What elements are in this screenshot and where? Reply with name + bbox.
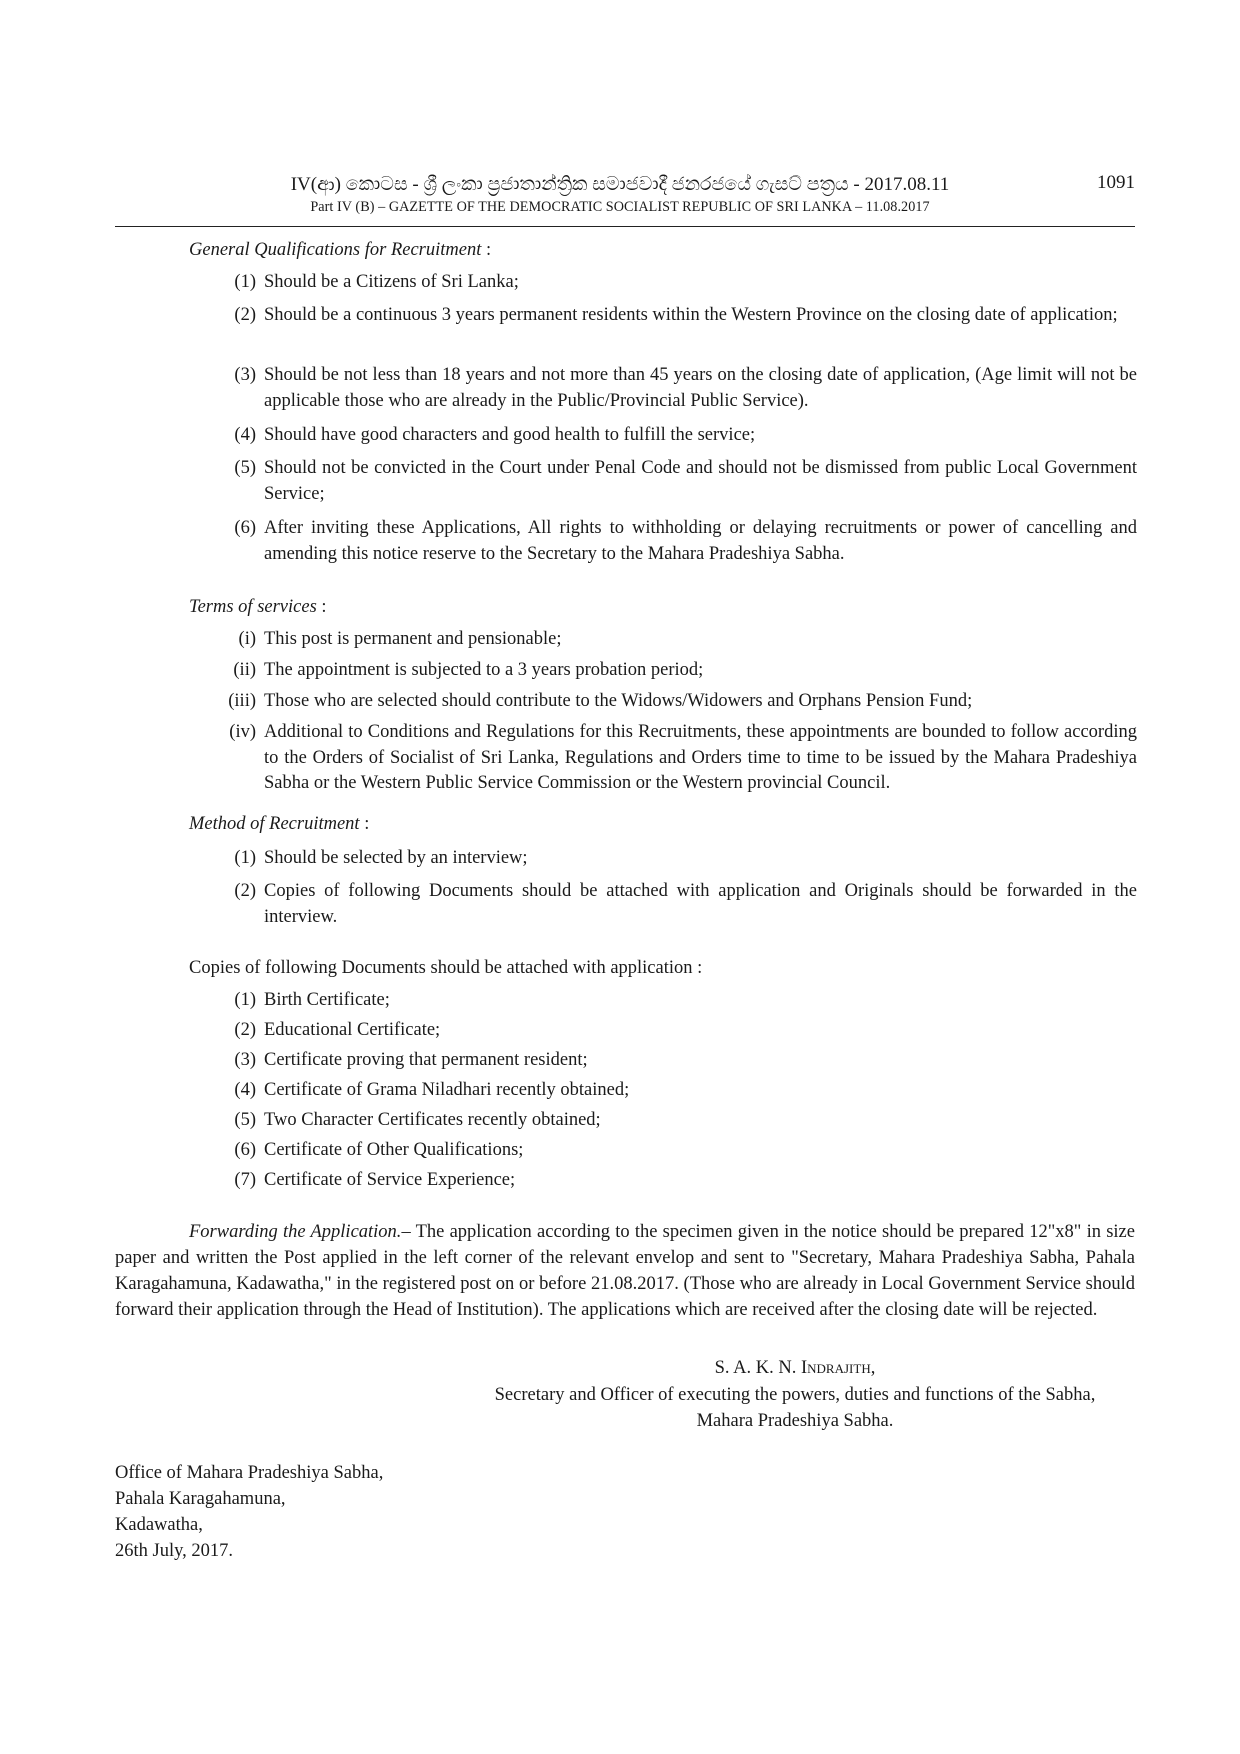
heading-text: General Qualifications for Recruitment bbox=[189, 240, 482, 260]
item-text: Two Character Certificates recently obtained; bbox=[264, 1110, 601, 1130]
list-item bbox=[214, 1168, 1137, 1194]
forwarding-lead: Forwarding the Application. bbox=[189, 1222, 402, 1242]
item-text: Certificate of Service Experience; bbox=[264, 1170, 516, 1190]
item-number: (5) bbox=[234, 1110, 256, 1130]
item-number: (6) bbox=[234, 1140, 256, 1160]
address-line: Office of Mahara Pradeshiya Sabha, bbox=[115, 1463, 384, 1483]
item-number: (2) bbox=[234, 1020, 256, 1040]
forwarding-text: – The application according to the specimen given in the notice should be prepared 12"x8" in size paper and written the Post applied in the left corner of the relevant envelop and sent to "Secretary, Mahara Pradeshiya Sabha, Pahala Karagahamuna, Kadawatha," in the registered post on or before 21.08.2017. (Those who are already in Local Government Service should forward their application through the Head of Institution). The applications which are received after the closing date will be rejected. bbox=[115, 1222, 1135, 1320]
office-address bbox=[115, 1460, 383, 1564]
item-text: Certificate proving that permanent resident; bbox=[264, 1050, 588, 1070]
general-qualifications-heading bbox=[189, 240, 491, 261]
terms-of-services-heading bbox=[189, 597, 327, 618]
item-number: (1) bbox=[234, 848, 256, 868]
heading-text: Terms of services bbox=[189, 597, 317, 617]
signatory-initials: S. A. K. N. bbox=[714, 1358, 801, 1378]
list-item bbox=[214, 879, 1137, 930]
item-text: Additional to Conditions and Regulations for this Recruitments, these appointments are bounded to follow according to the Orders of Socialist of Sri Lanka, Regulations and Orders time to time to be issued by the Mahara Pradeshiya Sabha or the Western Public Service Commission or the Western provincial Council. bbox=[264, 722, 1137, 793]
signatory-title: Secretary and Officer of executing the powers, duties and functions of the Sabha, bbox=[494, 1385, 1096, 1405]
item-number: (1) bbox=[234, 990, 256, 1010]
item-text: Certificate of Grama Niladhari recently obtained; bbox=[264, 1080, 630, 1100]
item-number: (4) bbox=[234, 425, 256, 445]
heading-colon: : bbox=[481, 240, 492, 260]
item-number: (4) bbox=[234, 1080, 256, 1100]
item-text: Those who are selected should contribute to the Widows/Widowers and Orphans Pension Fund; bbox=[264, 691, 973, 711]
list-item bbox=[214, 1108, 1137, 1134]
list-item bbox=[214, 303, 1137, 329]
heading-colon: : bbox=[316, 597, 327, 617]
documents-heading: Copies of following Documents should be attached with application : bbox=[189, 958, 703, 978]
list-item bbox=[214, 363, 1137, 414]
item-text: Should be a continuous 3 years permanent residents within the Western Province on the closing date of application; bbox=[264, 305, 1118, 325]
item-number: (iii) bbox=[228, 691, 256, 711]
signatory-office: Mahara Pradeshiya Sabha. bbox=[696, 1411, 894, 1431]
list-item bbox=[214, 270, 1137, 296]
list-item bbox=[214, 1018, 1137, 1044]
item-text: Should be a Citizens of Sri Lanka; bbox=[264, 272, 519, 292]
item-text: The appointment is subjected to a 3 years probation period; bbox=[264, 660, 704, 680]
item-number: (3) bbox=[234, 1050, 256, 1070]
item-number: (7) bbox=[234, 1170, 256, 1190]
item-number: (1) bbox=[234, 272, 256, 292]
item-number: (5) bbox=[234, 458, 256, 478]
address-line: Pahala Karagahamuna, bbox=[115, 1489, 286, 1509]
item-text: Birth Certificate; bbox=[264, 990, 390, 1010]
signatory-surname: Indrajith, bbox=[801, 1358, 876, 1378]
page-number: 1091 bbox=[1097, 172, 1135, 193]
item-number: (iv) bbox=[229, 722, 256, 742]
list-item bbox=[214, 988, 1137, 1014]
forwarding-paragraph bbox=[115, 1219, 1135, 1323]
list-item bbox=[214, 1078, 1137, 1104]
item-number: (ii) bbox=[233, 660, 256, 680]
item-number: (3) bbox=[234, 365, 256, 385]
list-item bbox=[214, 720, 1137, 797]
method-of-recruitment-heading bbox=[189, 814, 369, 835]
item-text: Should not be convicted in the Court under Penal Code and should not be dismissed from public Local Government Service; bbox=[264, 458, 1137, 504]
list-item bbox=[214, 456, 1137, 507]
header-sinhala-line: IV(ආ) කොටස - ශ්‍රී ලංකා ප්‍රජාතාන්ත්‍රික සමාජවාදී ජනරජයේ ගැසට් පත්‍රය - 2017.08.11 bbox=[290, 174, 950, 195]
item-number: (i) bbox=[238, 629, 256, 649]
item-text: Certificate of Other Qualifications; bbox=[264, 1140, 524, 1160]
item-text: Copies of following Documents should be attached with application and Originals should be forwarded in the interview. bbox=[264, 881, 1137, 927]
heading-colon: : bbox=[359, 814, 370, 834]
address-date: 26th July, 2017. bbox=[115, 1541, 234, 1561]
gazette-header bbox=[115, 170, 1135, 227]
list-item bbox=[214, 516, 1137, 567]
list-item bbox=[214, 658, 1137, 684]
item-text: Should be selected by an interview; bbox=[264, 848, 528, 868]
list-item bbox=[214, 627, 1137, 653]
item-text: This post is permanent and pensionable; bbox=[264, 629, 562, 649]
list-item bbox=[214, 1048, 1137, 1074]
item-text: Should have good characters and good health to fulfill the service; bbox=[264, 425, 756, 445]
item-number: (2) bbox=[234, 881, 256, 901]
list-item bbox=[214, 423, 1137, 449]
item-number: (6) bbox=[234, 518, 256, 538]
item-text: After inviting these Applications, All rights to withholding or delaying recruitments or power of cancelling and amending this notice reserve to the Secretary to the Mahara Pradeshiya Sabha. bbox=[264, 518, 1137, 564]
list-item bbox=[214, 1138, 1137, 1164]
item-number: (2) bbox=[234, 305, 256, 325]
heading-text: Method of Recruitment bbox=[189, 814, 360, 834]
list-item bbox=[214, 689, 1137, 715]
item-text: Educational Certificate; bbox=[264, 1020, 441, 1040]
header-english-line: Part IV (B) – GAZETTE OF THE DEMOCRATIC SOCIALIST REPUBLIC OF SRI LANKA – 11.08.2017 bbox=[310, 199, 930, 215]
item-text: Should be not less than 18 years and not more than 45 years on the closing date of application, (Age limit will not be applicable those who are already in the Public/Provincial Public Service). bbox=[264, 365, 1137, 411]
signatory-name bbox=[0, 1358, 1240, 1379]
address-line: Kadawatha, bbox=[115, 1515, 203, 1535]
list-item bbox=[214, 846, 1137, 872]
